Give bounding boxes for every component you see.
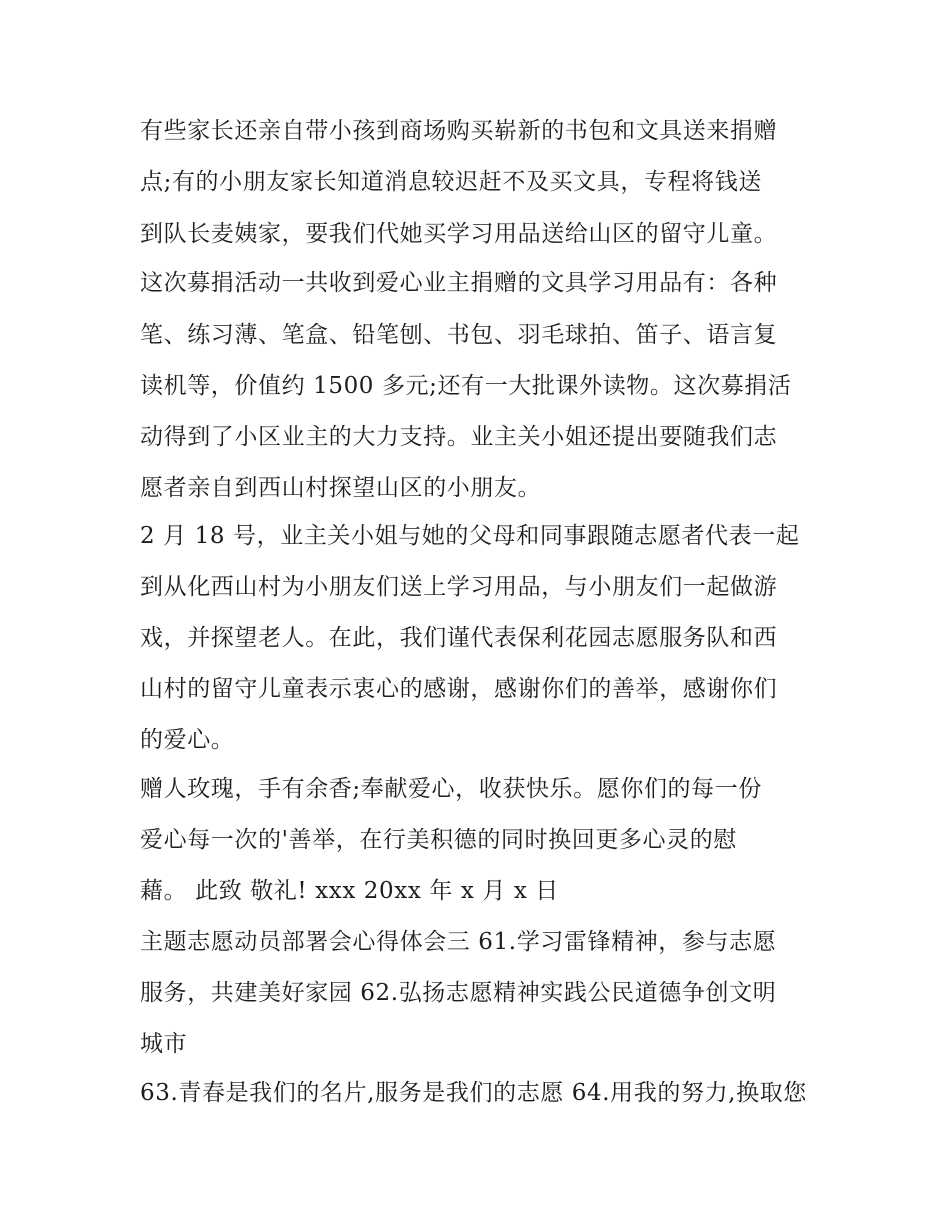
text-line: 有些家长还亲自带小孩到商场购买崭新的书包和文具送来捐赠 bbox=[140, 118, 778, 144]
text-line: 戏，并探望老人。在此，我们谨代表保利花园志愿服务队和西 bbox=[140, 625, 778, 651]
text-line: 服务，共建美好家园 62.弘扬志愿精神实践公民道德争创文明 bbox=[140, 980, 777, 1006]
text-line: 的爱心。 bbox=[140, 727, 235, 753]
text-line: 城市 bbox=[140, 1031, 188, 1057]
text-line: 山村的留守儿童表示衷心的感谢，感谢你们的善举，感谢你们 bbox=[140, 676, 778, 702]
text-line: 到队长麦姨家，要我们代她买学习用品送给山区的留守儿童。 bbox=[140, 221, 778, 247]
text-line: 笔、练习薄、笔盒、铅笔刨、书包、羽毛球拍、笛子、语言复 bbox=[140, 322, 778, 348]
text-line: 愿者亲自到西山村探望山区的小朋友。 bbox=[140, 475, 542, 501]
text-line: 爱心每一次的'善举，在行美积德的同时换回更多心灵的慰 bbox=[140, 827, 737, 853]
text-line: 到从化西山村为小朋友们送上学习用品，与小朋友们一起做游 bbox=[140, 574, 778, 600]
text-line: 读机等，价值约 1500 多元;还有一大批课外读物。这次募捐活 bbox=[140, 373, 792, 399]
text-line: 这次募捐活动一共收到爱心业主捐赠的文具学习用品有：各种 bbox=[140, 270, 778, 296]
text-line: 赠人玫瑰，手有余香;奉献爱心，收获快乐。愿你们的每一份 bbox=[140, 776, 762, 802]
text-line: 藉。 此致 敬礼! xxx 20xx 年 x 月 x 日 bbox=[140, 878, 559, 904]
text-line: 2 月 18 号，业主关小姐与她的父母和同事跟随志愿者代表一起 bbox=[140, 523, 800, 549]
text-line: 动得到了小区业主的大力支持。业主关小姐还提出要随我们志 bbox=[140, 424, 778, 450]
text-line: 63.青春是我们的名片,服务是我们的志愿 64.用我的努力,换取您 bbox=[140, 1080, 807, 1106]
text-line: 主题志愿动员部署会心得体会三 61.学习雷锋精神，参与志愿 bbox=[140, 929, 777, 955]
text-line: 点;有的小朋友家长知道消息较迟赶不及买文具，专程将钱送 bbox=[140, 169, 762, 195]
